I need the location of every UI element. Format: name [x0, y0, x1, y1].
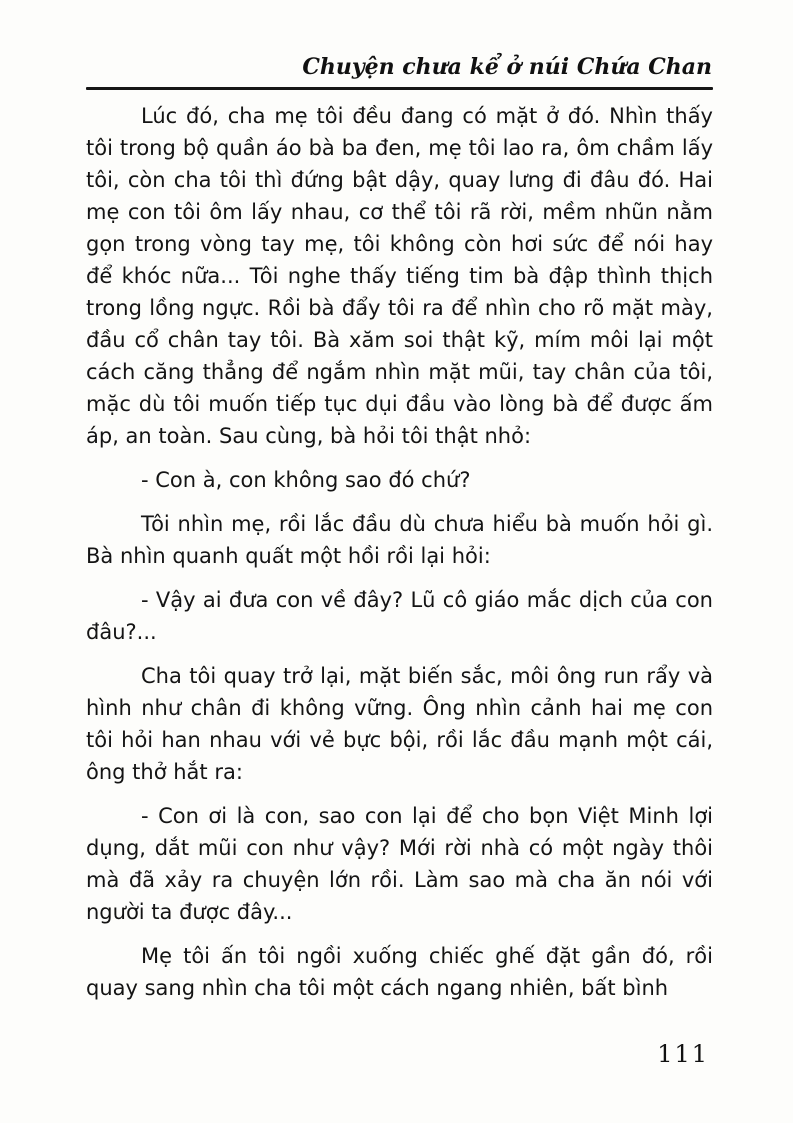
paragraph-dialogue: - Vậy ai đưa con về đây? Lũ cô giáo mắc dịch của con đâu?...: [86, 588, 713, 644]
paragraph: Mẹ tôi ấn tôi ngồi xuống chiếc ghế đặt gần đó, rồi quay sang nhìn cha tôi một cách ngang nhiên, bất bình: [86, 944, 713, 1000]
running-header-title: Chuyện chưa kể ở núi Chứa Chan: [302, 54, 712, 80]
running-header: [86, 52, 712, 82]
paragraph: Tôi nhìn mẹ, rồi lắc đầu dù chưa hiểu bà muốn hỏi gì. Bà nhìn quanh quất một hồi rồi lại hỏi:: [86, 512, 713, 568]
header-rule: [86, 87, 713, 90]
paragraph-dialogue: - Con ơi là con, sao con lại để cho bọn Việt Minh lợi dụng, dắt mũi con như vậy? Mới rời nhà có một ngày thôi mà đã xảy ra chuyện lớn rồi. Làm sao mà cha ăn nói với người ta được đây...: [86, 804, 713, 924]
paragraph: Cha tôi quay trở lại, mặt biến sắc, môi ông run rẩy và hình như chân đi không vững. Ông nhìn cảnh hai mẹ con tôi hỏi han nhau với vẻ bực bội, rồi lắc đầu mạnh một cái, ông thở hắt ra:: [86, 664, 713, 784]
page-body: [86, 100, 713, 1016]
page-number: 111: [657, 1040, 709, 1068]
paragraph-dialogue: - Con à, con không sao đó chứ?: [141, 468, 471, 492]
paragraph: Lúc đó, cha mẹ tôi đều đang có mặt ở đó. Nhìn thấy tôi trong bộ quần áo bà ba đen, mẹ tôi lao ra, ôm chầm lấy tôi, còn cha tôi thì đứng bật dậy, quay lưng đi đâu đó. Hai mẹ con tôi ôm lấy nhau, cơ thể tôi rã rời, mềm nhũn nằm gọn trong vòng tay mẹ, tôi không còn hơi sức để nói hay để khóc nữa... Tôi nghe thấy tiếng tim bà đập thình thịch trong lồng ngực. Rồi bà đẩy tôi ra để nhìn cho rõ mặt mày, đầu cổ chân tay tôi. Bà xăm soi thật kỹ, mím môi lại một cách căng thẳng để ngắm nhìn mặt mũi, tay chân của tôi, mặc dù tôi muốn tiếp tục dụi đầu vào lòng bà để được ấm áp, an toàn. Sau cùng, bà hỏi tôi thật nhỏ:: [86, 104, 713, 448]
